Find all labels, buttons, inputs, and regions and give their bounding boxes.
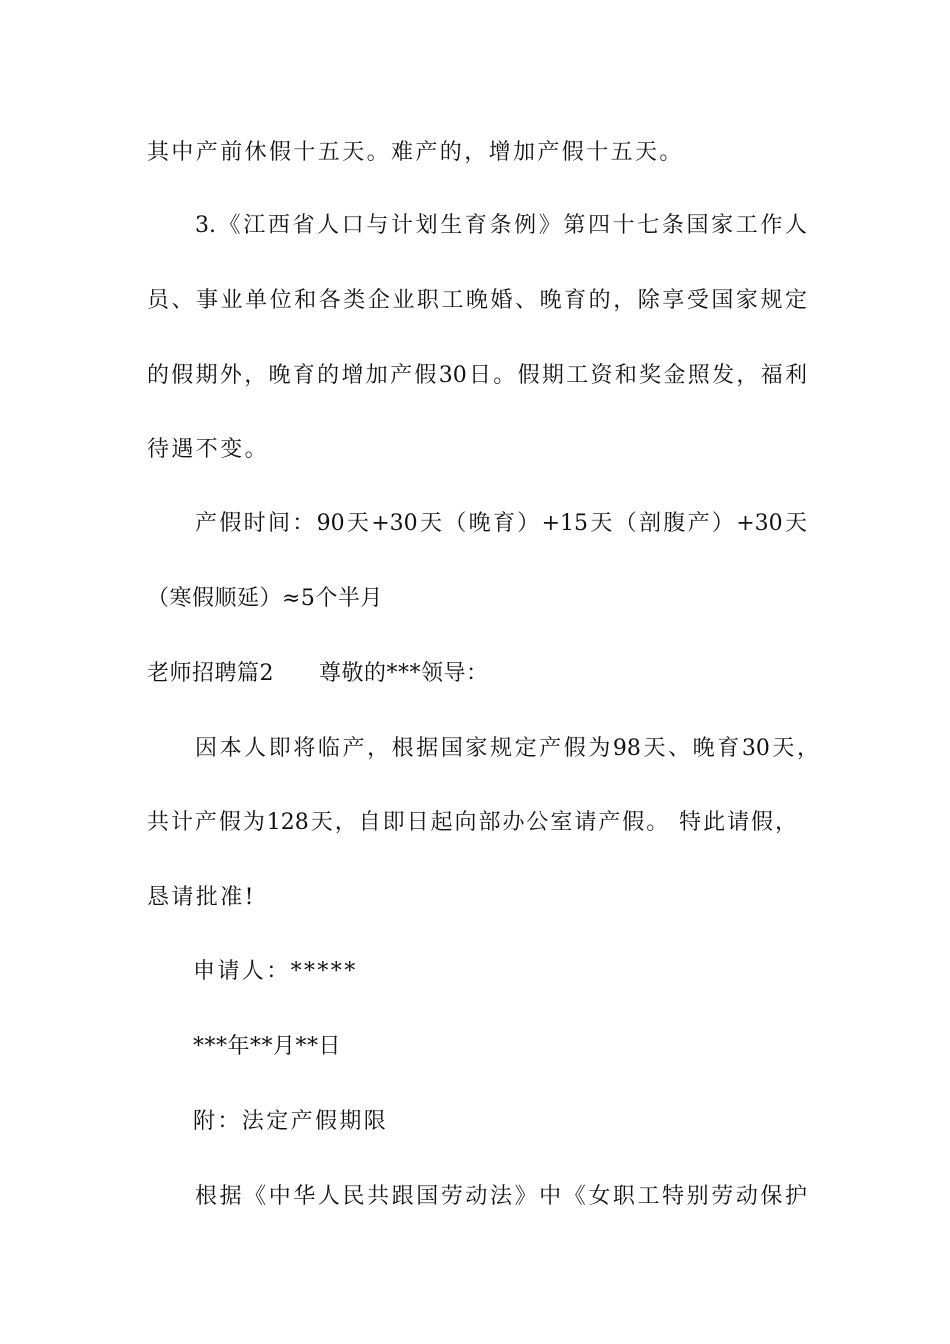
paragraph-line-4: 的假期外，晚育的增加产假30日。假期工资和奖金照发，福利 xyxy=(147,363,807,388)
paragraph-line-9: 因本人即将临产，根据国家规定产假为98天、晚育30天， xyxy=(195,736,819,761)
paragraph-line-10: 共计产假为128天，自即日起向部办公室请产假。 特此请假， xyxy=(147,810,797,835)
paragraph-line-15: 根据《中华人民共跟国劳动法》中《女职工特别劳动保护 xyxy=(195,1184,807,1209)
section-heading: 老师招聘篇2 尊敬的***领导： xyxy=(147,661,489,686)
paragraph-line-2: 3.《江西省人口与计划生育条例》第四十七条国家工作人 xyxy=(195,213,807,238)
date-line: ***年**月**日 xyxy=(193,1034,342,1059)
appendix-heading: 附：法定产假期限 xyxy=(193,1109,389,1134)
paragraph-line-5: 待遇不变。 xyxy=(147,437,270,462)
paragraph-line-7: （寒假顺延）≈5个半月 xyxy=(147,586,383,611)
paragraph-line-6: 产假时间：90天+30天（晚育）+15天（剖腹产）+30天 xyxy=(195,511,807,536)
applicant-line: 申请人：***** xyxy=(193,959,358,984)
paragraph-line-11: 恳请批准! xyxy=(147,885,256,910)
paragraph-line-1: 其中产前休假十五天。难产的，增加产假十五天。 xyxy=(147,140,684,165)
paragraph-line-3: 员、事业单位和各类企业职工晚婚、晚育的，除享受国家规定 xyxy=(147,288,807,313)
